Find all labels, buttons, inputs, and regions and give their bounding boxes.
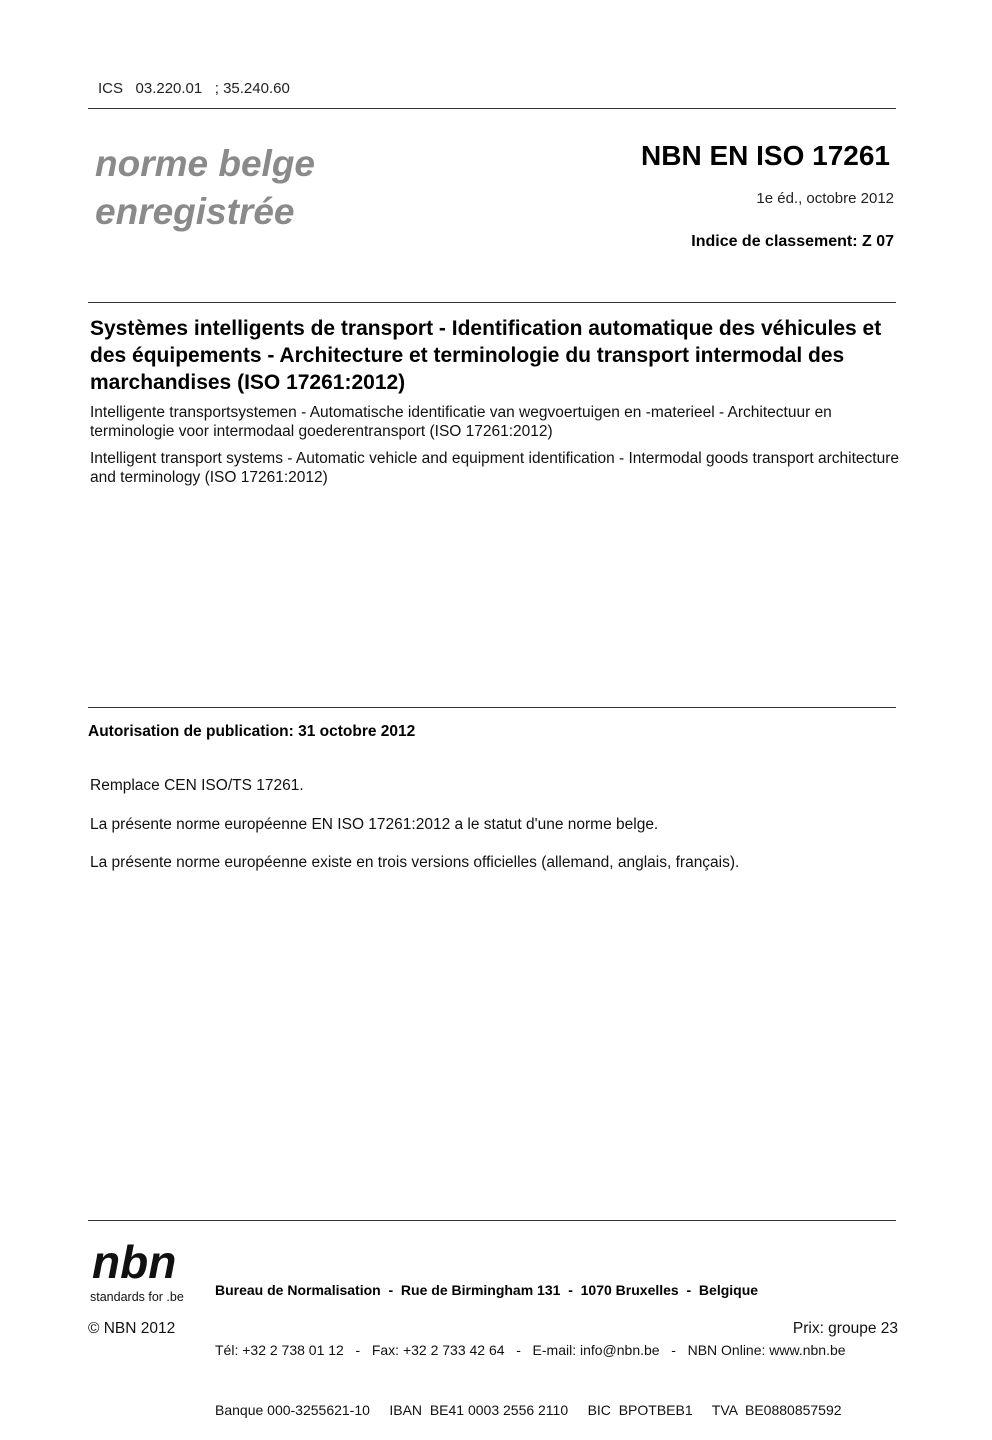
versions-text: La présente norme européenne existe en trois versions officielles (allemand, anglais, français).	[90, 854, 740, 871]
footer-address: Bureau de Normalisation - Rue de Birmingham 131 - 1070 Bruxelles - Belgique	[215, 1282, 759, 1298]
footer-contact: Tél: +32 2 738 01 12 - Fax: +32 2 733 42 64 - E-mail: info@nbn.be - NBN Online: www.nbn.be	[215, 1342, 846, 1358]
norme-line-1: norme belge	[95, 143, 315, 184]
ics-codes: ICS 03.220.01 ; 35.240.60	[98, 80, 290, 97]
divider	[88, 707, 896, 708]
title-dutch: Intelligente transportsystemen - Automatische identificatie van wegvoertuigen en -materieel - Architectuur en terminologie voor intermodaal goederentransport (ISO 17261:2012)	[90, 404, 832, 440]
price-group: Prix: groupe 23	[792, 1320, 898, 1337]
footer-bank: Banque 000-3255621-10 IBAN BE41 0003 2556 2110 BIC BPOTBEB1 TVA BE0880857592	[215, 1402, 842, 1418]
classification-index: Indice de classement: Z 07	[691, 233, 894, 250]
title-french: Systèmes intelligents de transport - Identification automatique des véhicules et des équipements - Architecture et terminologie du transport intermodal des marchandises (ISO 17261:2012)	[90, 317, 882, 394]
norme-belge-heading	[95, 140, 315, 236]
divider	[88, 302, 896, 303]
divider	[88, 1220, 896, 1221]
logo-mark: nbn	[92, 1236, 177, 1288]
publication-authorization: Autorisation de publication: 31 octobre 2012	[88, 723, 416, 740]
nbn-logo-icon	[88, 1228, 200, 1306]
edition-date: 1e éd., octobre 2012	[756, 190, 894, 207]
footer-contact-block	[215, 1240, 846, 1440]
standard-code: NBN EN ISO 17261	[641, 140, 890, 171]
nbn-logo	[88, 1228, 200, 1306]
logo-tagline: standards for .be	[90, 1290, 184, 1304]
copyright: © NBN 2012	[88, 1320, 176, 1337]
divider	[88, 108, 896, 109]
status-text: La présente norme européenne EN ISO 17261:2012 a le statut d'une norme belge.	[90, 816, 659, 833]
replaces-text: Remplace CEN ISO/TS 17261.	[90, 777, 304, 794]
norme-line-2: enregistrée	[95, 191, 295, 232]
title-english: Intelligent transport systems - Automatic vehicle and equipment identification - Intermodal goods transport architecture and terminology (ISO 17261:2012)	[90, 450, 899, 486]
